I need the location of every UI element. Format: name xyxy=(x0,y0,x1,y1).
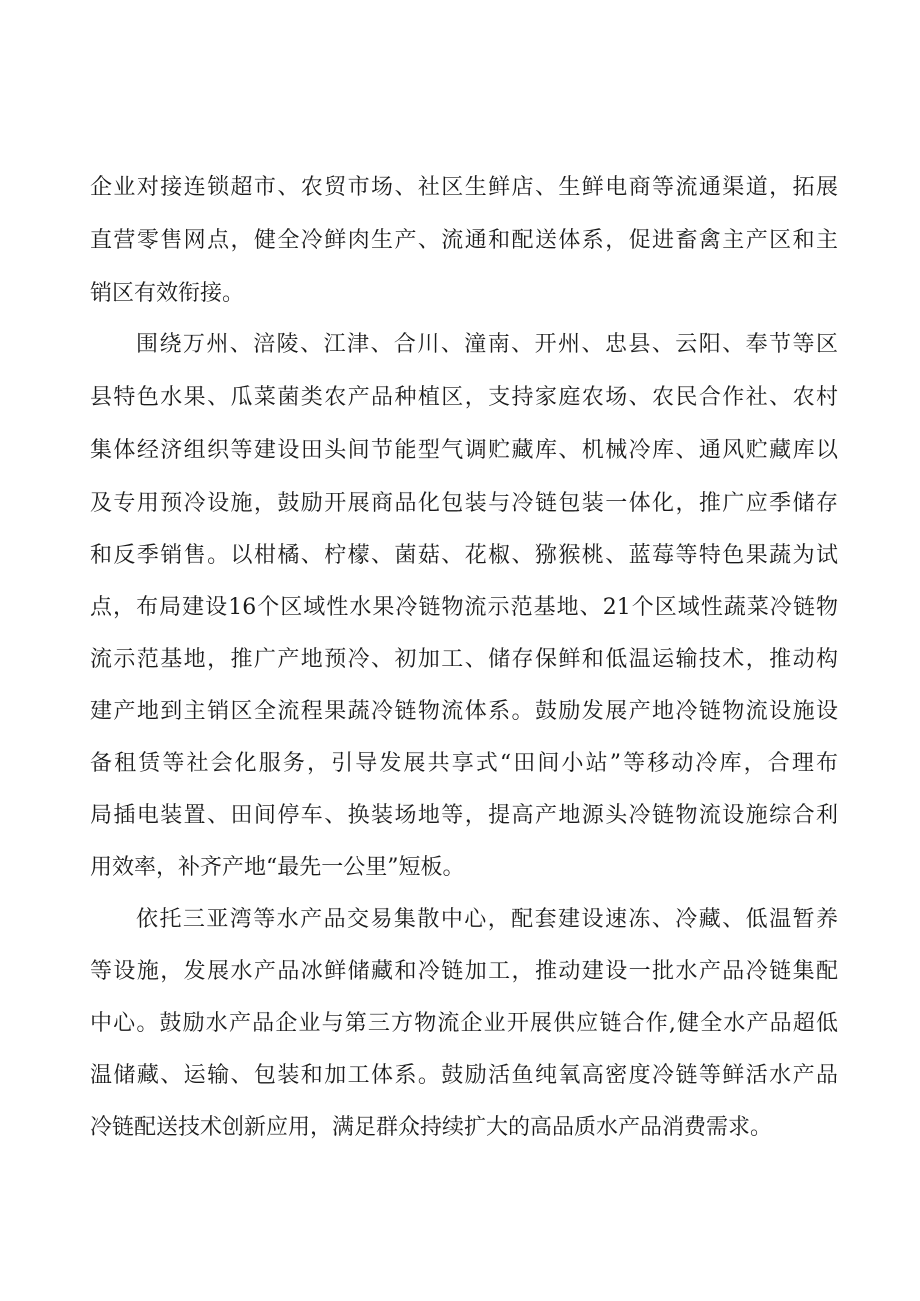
text-line: 销区有效衔接。 xyxy=(90,281,245,306)
text-line: 及专用预冷设施，鼓励开展商品化包装与冷链包装一体化，推广应季储存 xyxy=(90,491,838,516)
text-line: 流示范基地，推广产地预冷、初加工、储存保鲜和低温运输技术，推动构 xyxy=(90,647,838,672)
text-line: 备租赁等社会化服务，引导发展共享式“田间小站”等移动冷库，合理布 xyxy=(90,751,838,776)
text-line: 集体经济组织等建设田头间节能型气调贮藏库、机械冷库、通风贮藏库以 xyxy=(90,438,838,463)
text-line: 依托三亚湾等水产品交易集散中心，配套建设速冻、冷藏、低温暂养 xyxy=(136,907,838,932)
text-line: 温储藏、运输、包装和加工体系。鼓励活鱼纯氧高密度冷链等鲜活水产品 xyxy=(90,1063,838,1088)
text-line: 中心。鼓励水产品企业与第三方物流企业开展供应链合作,健全水产品超低 xyxy=(90,1011,838,1036)
text-line: 建产地到主销区全流程果蔬冷链物流体系。鼓励发展产地冷链物流设施设 xyxy=(90,699,838,724)
text-line: 用效率，补齐产地“最先一公里”短板。 xyxy=(90,855,465,880)
text-line: 企业对接连锁超市、农贸市场、社区生鲜店、生鲜电商等流通渠道，拓展 xyxy=(90,175,838,200)
text-line: 冷链配送技术创新应用，满足群众持续扩大的高品质水产品消费需求。 xyxy=(90,1115,773,1140)
text-line: 和反季销售。以柑橘、柠檬、菌菇、花椒、猕猴桃、蓝莓等特色果蔬为试 xyxy=(90,543,838,568)
text-line: 直营零售网点，健全冷鲜肉生产、流通和配送体系，促进畜禽主产区和主 xyxy=(90,228,838,253)
text-line: 等设施，发展水产品冰鲜储藏和冷链加工，推动建设一批水产品冷链集配 xyxy=(90,959,838,984)
text-line: 点，布局建设16个区域性水果冷链物流示范基地、21个区域性蔬菜冷链物 xyxy=(90,595,838,620)
text-line: 县特色水果、瓜菜菌类农产品种植区，支持家庭农场、农民合作社、农村 xyxy=(90,385,838,410)
text-line: 围绕万州、涪陵、江津、合川、潼南、开州、忠县、云阳、奉节等区 xyxy=(136,332,838,357)
text-line: 局插电装置、田间停车、换装场地等，提高产地源头冷链物流设施综合利 xyxy=(90,803,838,828)
